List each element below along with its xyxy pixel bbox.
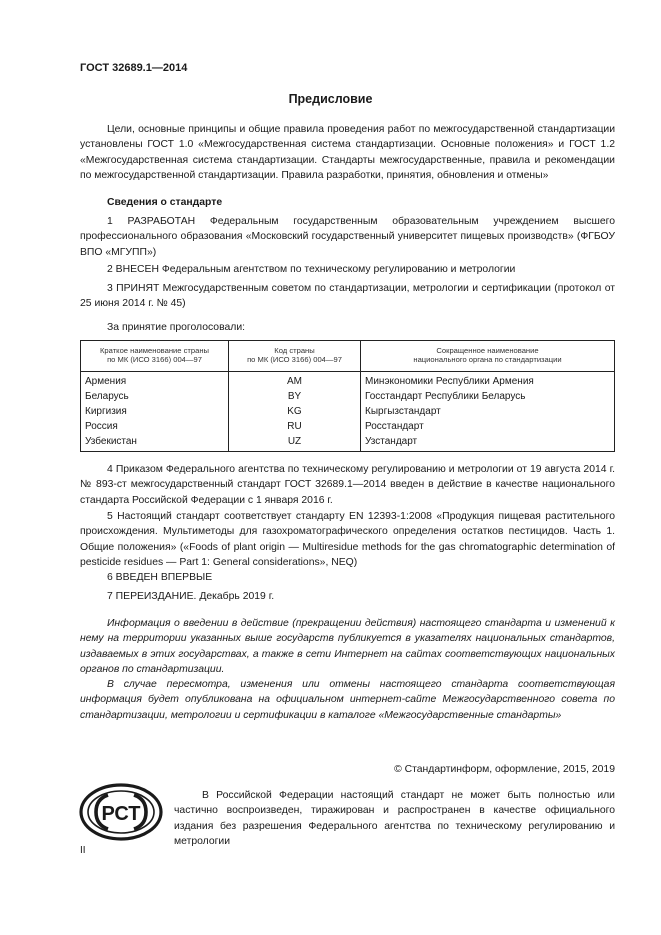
voting-table [80,340,615,452]
code-cell: UZ [229,434,361,452]
table-header-row [81,341,615,372]
rst-certification-logo-icon [78,782,164,842]
info-paragraph: Информация о введении в действие (прекращении действия) настоящего стандарта и изменений к нему на территории указанных выше государств публикуется в указателях национальных стандартов, издаваемых в этих государствах, а также в сети Интернет на сайтах соответствующих национальных органов по стандартизации. [80,618,615,675]
table-row [81,434,615,452]
item-reissue: 7 ПЕРЕИЗДАНИЕ. Декабрь 2019 г. [107,591,275,602]
logo-letters: РСТ [101,803,141,825]
table-row [81,372,615,390]
item-conformity: 5 Настоящий стандарт соответствует стандарту EN 12393-1:2008 «Продукция пищевая растительного происхождения. Мультиметоды для газохроматографического определения остатков пестицидов. Часть 1. Общие положения» («Foods of plant origin — Multiresidue methods for the gas chromatographic determination of pesticide residues — Part 1: General considerations», NEQ) [80,511,615,568]
copyright-line: © Стандартинформ, оформление, 2015, 2019 [394,764,615,775]
revision-paragraph: В случае пересмотра, изменения или отмены настоящего стандарта соответствующая информация будет опубликована на официальном интернет-сайте Межгосударственного совета по стандартизации, метрологии и сертификации в каталоге «Межгосударственные стандарты» [80,679,615,721]
column-header-country: Краткое наименование страны по МК (ИСО 3166) 004—97 [81,341,229,372]
vote-label: За принятие проголосовали: [107,322,246,333]
item-developed: 1 РАЗРАБОТАН Федеральным государственным образовательным учреждением высшего профессионального образования «Московский государственный университет пищевых производств» (ФГБОУ ВПО «МГУПП») [80,216,615,258]
code-cell: BY [229,389,361,404]
code-cell: KG [229,404,361,419]
item-submitted: 2 ВНЕСЕН Федеральным агентством по техническому регулированию и метрологии [107,264,516,275]
table-row [81,389,615,404]
page-number: II [80,845,86,856]
body-cell: Госстандарт Республики Беларусь [361,389,615,404]
body-cell: Росстандарт [361,419,615,434]
item-first-introduced: 6 ВВЕДЕН ВПЕРВЫЕ [107,572,213,583]
country-cell: Киргизия [81,404,229,419]
item-adopted: 3 ПРИНЯТ Межгосударственным советом по стандартизации, метрологии и сертификации (протокол от 25 июня 2014 г. № 45) [80,283,615,310]
table-row [81,404,615,419]
body-cell: Кыргызстандарт [361,404,615,419]
body-cell: Узстандарт [361,434,615,452]
intro-paragraph: Цели, основные принципы и общие правила проведения работ по межгосударственной стандартизации установлены ГОСТ 1.0 «Межгосударственная система стандартизации. Основные положения» и ГОСТ 1.2 «Межгосударственная система стандартизации. Стандарты межгосударственные, правила и рекомендации по межгосударственной стандартизации. Правила разработки, принятия, обновления и отмены» [80,124,615,181]
country-cell: Беларусь [81,389,229,404]
body-cell: Минэкономики Республики Армения [361,372,615,390]
page-title: Предисловие [288,92,373,106]
country-cell: Узбекистан [81,434,229,452]
column-header-code: Код страны по МК (ИСО 3166) 004—97 [229,341,361,372]
table-row [81,419,615,434]
copyright-notice: В Российской Федерации настоящий стандарт не может быть полностью или частично воспроизведен, тиражирован и распространен в качестве официального издания без разрешения Федерального агентства по техническому регулированию и метрологии [174,790,615,847]
section-subtitle: Сведения о стандарте [107,197,223,208]
document-number: ГОСТ 32689.1—2014 [80,62,188,74]
country-cell: Армения [81,372,229,390]
code-cell: AM [229,372,361,390]
code-cell: RU [229,419,361,434]
column-header-body: Сокращенное наименование национального органа по стандартизации [361,341,615,372]
country-cell: Россия [81,419,229,434]
item-enacted: 4 Приказом Федерального агентства по техническому регулированию и метрологии от 19 августа 2014 г. № 893-ст межгосударственный стандарт ГОСТ 32689.1—2014 введен в действие в качестве национального стандарта Российской Федерации с 1 января 2016 г. [80,464,615,506]
